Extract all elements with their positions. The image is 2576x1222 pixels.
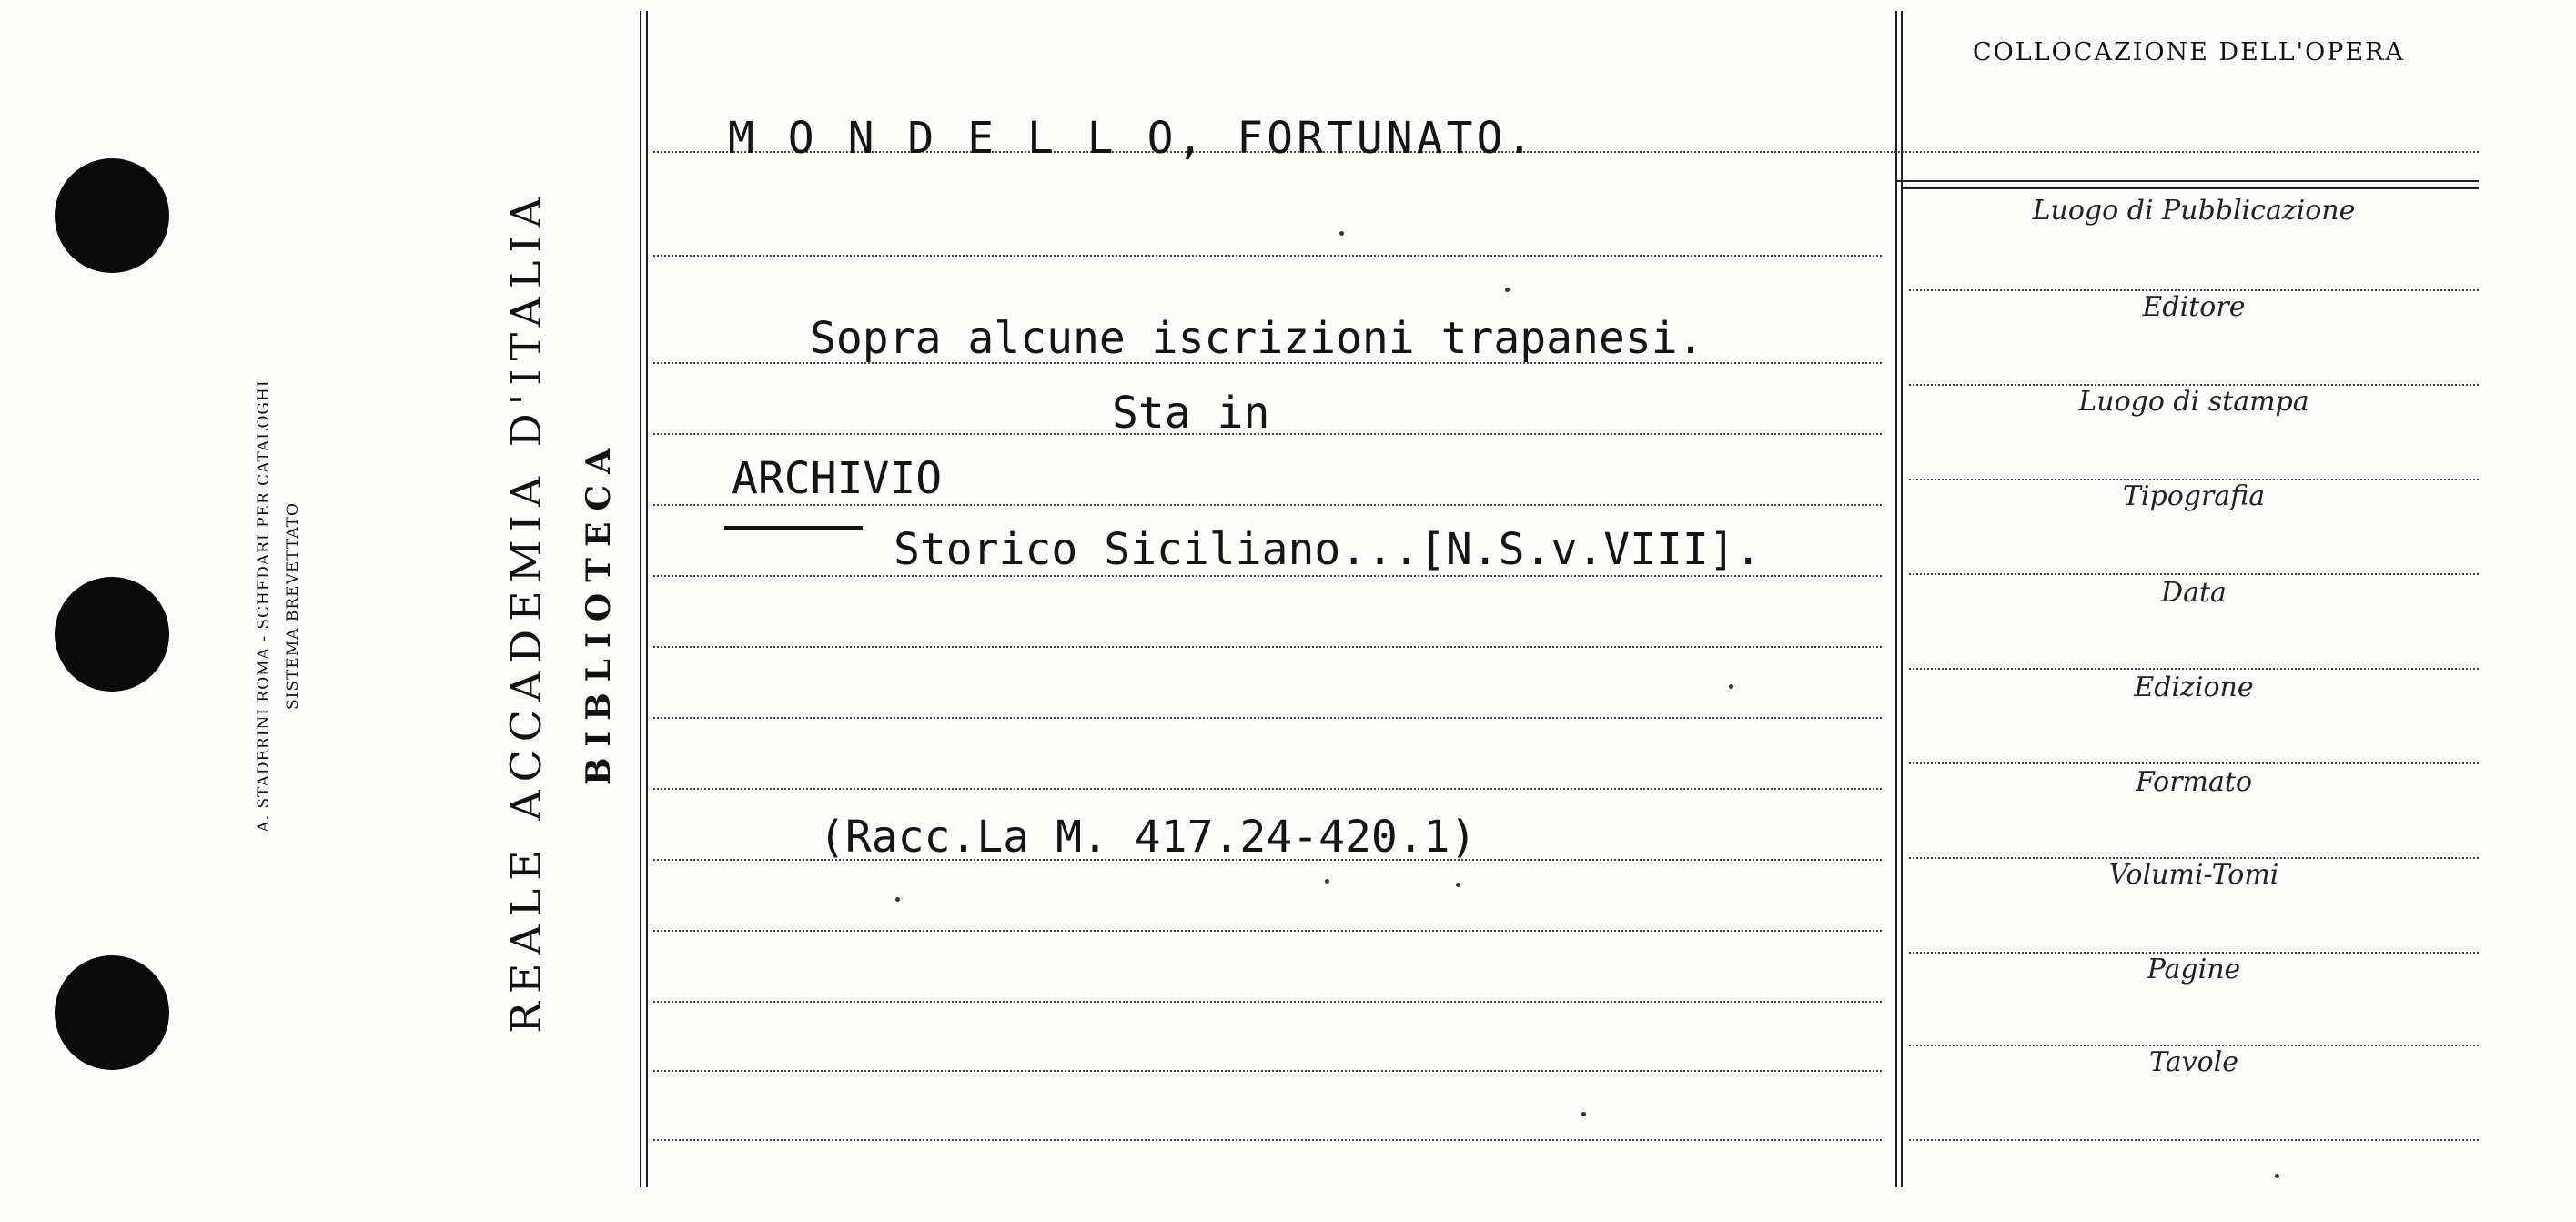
side-panel-top-border (1902, 187, 2479, 189)
margin-line (646, 11, 648, 1187)
speck (1505, 288, 1510, 292)
ruled-line (653, 1001, 1882, 1003)
margin-line (640, 11, 641, 1187)
field-label-pagine: Pagine (2147, 954, 2241, 985)
field-label-luogo-pubblicazione: Luogo di Pubblicazione (2032, 195, 2356, 227)
institution-name: REALE ACCADEMIA D'ITALIA (501, 189, 551, 1034)
ruled-line (1909, 668, 2479, 670)
collocation-heading: COLLOCAZIONE DELL'OPERA (1973, 38, 2405, 66)
ruled-line (653, 1070, 1882, 1072)
journal-name-line1: ARCHIVIO (732, 453, 943, 504)
ruled-line (653, 575, 1882, 577)
ruled-line (653, 930, 1882, 932)
field-label-volumi-tomi: Volumi-Tomi (2108, 859, 2279, 891)
ruled-line (653, 255, 1882, 257)
ruled-line (653, 717, 1882, 719)
field-label-data: Data (2161, 577, 2227, 609)
speck (1581, 1112, 1586, 1116)
speck (1729, 684, 1733, 689)
repeat-dash (724, 526, 863, 530)
sta-in-label: Sta in (1112, 388, 1270, 439)
speck (1325, 879, 1329, 884)
author-name: M O N D E L L O, FORTUNATO. (728, 113, 1537, 164)
collection-reference: (Racc.La M. 417.24-420.1) (819, 812, 1477, 863)
speck (1456, 883, 1460, 887)
ruled-line (1909, 762, 2479, 764)
punch-hole (55, 158, 169, 273)
side-panel-top-border (1896, 180, 2479, 182)
field-label-tipografia: Tipografia (2122, 480, 2266, 512)
side-panel-border (1895, 11, 1897, 1187)
ruled-line (653, 1139, 1882, 1141)
ruled-line (653, 646, 1882, 648)
ruled-line (1909, 573, 2479, 575)
field-label-formato: Formato (2135, 766, 2253, 798)
work-title: Sopra alcune iscrizioni trapanesi. (810, 313, 1704, 364)
field-label-edizione: Edizione (2134, 672, 2254, 703)
punch-hole (55, 577, 169, 692)
journal-name-line2: Storico Siciliano...[N.S.v.VIII]. (894, 524, 1762, 575)
ruled-line (653, 788, 1882, 790)
field-label-tavole: Tavole (2149, 1046, 2238, 1078)
punch-hole (55, 955, 169, 1070)
printer-imprint-system: SISTEMA BREVETTATO (284, 502, 302, 710)
ruled-line (1909, 1139, 2479, 1141)
speck (895, 897, 900, 902)
speck (1339, 231, 1344, 236)
field-label-luogo-stampa: Luogo di stampa (2078, 386, 2309, 418)
speck (2275, 1174, 2279, 1178)
field-label-editore: Editore (2142, 291, 2246, 323)
institution-department: BIBLIOTECA (580, 437, 618, 786)
ruled-line (653, 504, 1882, 506)
printer-imprint: A. STADERINI ROMA - SCHEDARI PER CATALOGHI (255, 379, 273, 833)
